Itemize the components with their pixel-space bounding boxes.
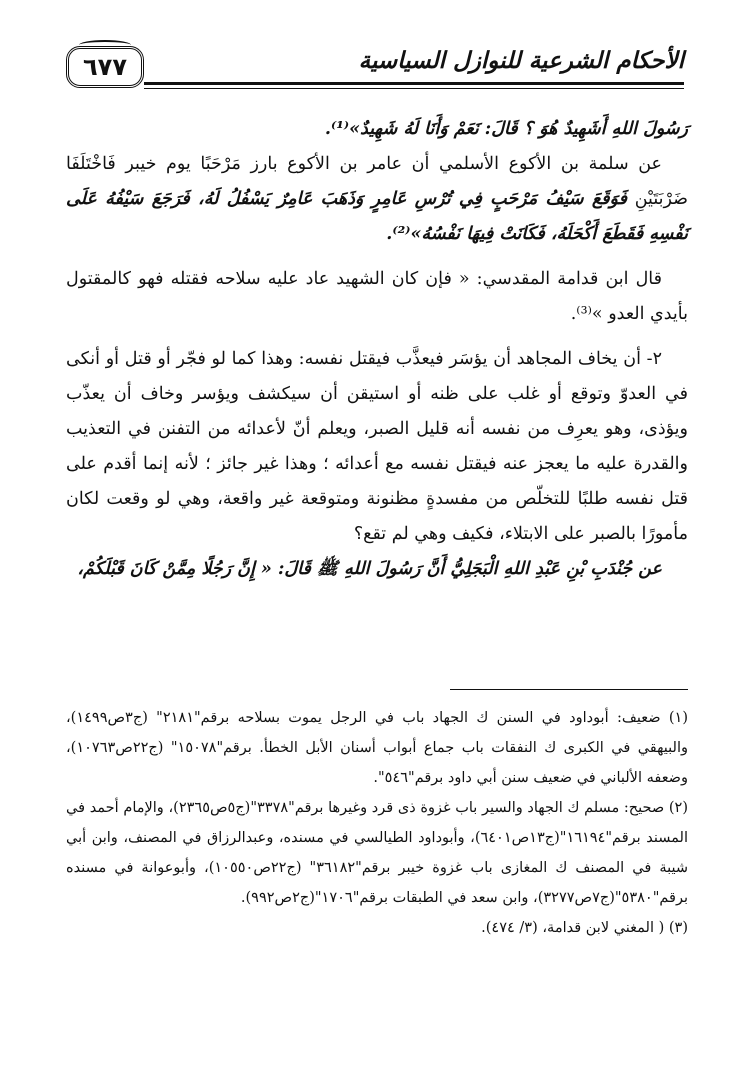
main-text <box>66 112 688 587</box>
footnote-separator <box>450 689 688 690</box>
hadith-continuation: رَسُولَ اللهِ أَشَهِيدٌ هُوَ ؟ قَالَ: نَعَمْ وَأَنَا لَهُ شَهِيدٌ»⁽¹⁾. <box>324 119 688 139</box>
hadith-jundab: عن جُنْدَبِ بْنِ عَبْدِ اللهِ الْبَجَلِيُّ أَنَّ رَسُولَ اللهِ ﷺ قَالَ: « إِنَّ رَجُلًا مِمَّنْ كَانَ قَبْلَكُمْ، <box>77 559 662 579</box>
ibn-qudama-quote: قال ابن قدامة المقدسي: « فإن كان الشهيد عاد عليه سلاحه فقتله فهو كالمقتول بأيدي العدو »⁽³⁾. <box>66 269 688 324</box>
page-number: ٦٧٧ <box>83 53 127 81</box>
footnote-2: (٢) صحيح: مسلم ك الجهاد والسير باب غزوة ذى قرد وغيرها برقم"٣٣٧٨"(ج٥ص٢٣٦٥)، والإمام أحمد في المسند برقم"١٦١٩٤"(ج١٣ص٦٤٠١)، وأبوداود الطيالسي في مسنده، وعبدالرزاق في المصنف، وابن أبي شيبة في المصنف ك المغازى باب غزوة خيبر برقم"٣٦١٨٢" (ج٢٢ص١٠٥٥٠)، وأبوعوانة في مسنده برقم"٥٣٨٠"(ج٧ص٣٢٧٧)، وابن سعد في الطبقات برقم"١٧٠٦"(ج٢ص٩٩٢). <box>66 800 689 906</box>
hadith-salama-intro: عن سلمة بن الأكوع الأسلمي أن عامر بن الأكوع بارز مَرْحَبًا يوم خيبر فَاخْتَلَفَا ضَرْبَتَيْنِ <box>66 154 688 209</box>
page-header <box>66 38 684 98</box>
page-number-frame <box>66 46 144 88</box>
footnote-3: (٣) ( المغني لابن قدامة، (٣/ ٤٧٤). <box>481 920 688 936</box>
running-title: الأحكام الشرعية للنوازل السياسية <box>358 48 684 74</box>
footnotes <box>66 703 688 943</box>
footnote-1: (١) ضعيف: أبوداود في السنن ك الجهاد باب في الرجل يموت بسلاحه برقم"٢١٨١" (ج٣ص١٤٩٩)، والبيهقي في الكبرى ك النفقات باب جماع أبواب أسنان الأبل الخطأ. برقم"١٥٠٧٨" (ج٢٢ص١٠٧٦٣)، وضعفه الألباني في ضعيف سنن أبي داود برقم"٥٤٦". <box>66 710 688 786</box>
case-two-paragraph: ٢- أن يخاف المجاهد أن يؤسَر فيعذَّب فيقتل نفسه: وهذا كما لو فجّر أو قتل أو أنكى في العدوّ وتوقع أو غلب على ظنه أو استيقن أن سيكشف ويؤسر وخاف أن يعذّب ويؤذى، وهو يعرِف من نفسه أنه قليل الصبر، ويعلم أنّ لأعدائه من التفنن في التعذيب والقدرة عليه ما يعجز عنه فيقتل نفسه مع أعدائه ؛ وهذا غير جائز ؛ لأنه إنما أقدم على قتل نفسه طلبًا للتخلّص من مفسدةٍ مظنونة ومتوقعة غير واقعة، وهي لو وقعت لكان مأمورًا بالصبر على الابتلاء، فكيف وهي لم تقع؟ <box>66 349 688 544</box>
hadith-salama-text: فَوَقَعَ سَيْفُ مَرْحَبٍ فِي تُرْسِ عَامِرٍ وَذَهَبَ عَامِرٌ يَسْفُلُ لَهُ، فَرَجَعَ سَيْفُهُ عَلَى نَفْسِهِ فَقَطَعَ أَكْحَلَهُ، فَكَانَتْ فِيهَا نَفْسُهُ»⁽²⁾. <box>66 189 688 244</box>
header-rule <box>144 82 684 85</box>
header-rule-thin <box>144 88 684 89</box>
hadith-salama <box>66 147 688 252</box>
